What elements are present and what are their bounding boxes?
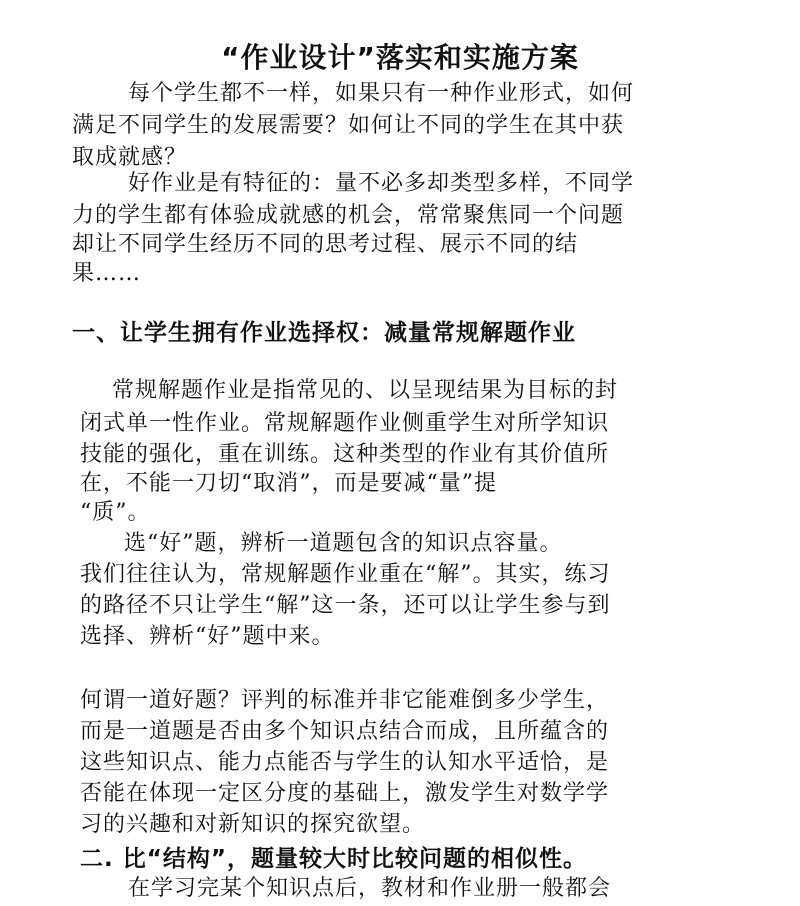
section1-p4-line-5: 习的兴趣和对新知识的探究欲望。: [80, 812, 426, 837]
section2-p1-line-1: 在学习完某个知识点后，教材和作业册一般都会: [128, 876, 612, 901]
section1-p4-line-3: 这些知识点、能力点能否与学生的认知水平适恰，是: [80, 750, 610, 775]
section1-p2: 选“好”题，辨析一道题包含的知识点容量。: [124, 531, 563, 556]
section1-p4-line-4: 否能在体现一定区分度的基础上，激发学生对数学学: [80, 781, 610, 806]
section1-p1-line-3: 技能的强化，重在训练。这种类型的作业有其价值所: [80, 442, 610, 467]
intro-p1-line-1: 每个学生都不一样，如果只有一种作业形式，如何: [128, 81, 635, 106]
section1-heading: 一、让学生拥有作业选择权：减量常规解题作业: [72, 320, 576, 346]
section1-p3-line-3: 选择、辨析“好”题中来。: [80, 624, 335, 649]
section1-p1-line-2: 闭式单一性作业。常规解题作业侧重学生对所学知识: [80, 411, 610, 436]
section1-p1-line-5: “质”。: [80, 500, 151, 525]
section1-p1-line-4: 在，不能一刀切“取消”，而是要减“量”提: [80, 471, 497, 496]
document-title: “作业设计”落实和实施方案: [221, 41, 579, 74]
intro-p2-line-4: 果……: [72, 261, 142, 286]
section2-heading: 二. 比“结构”，题量较大时比较问题的相似性。: [80, 846, 587, 872]
intro-p2-line-3: 却让不同学生经历不同的思考过程、展示不同的结: [72, 232, 579, 257]
intro-p1-line-2: 满足不同学生的发展需要？如何让不同的学生在其中获: [72, 113, 625, 138]
intro-p1-line-3: 取成就感？: [72, 145, 188, 170]
intro-p2-line-2: 力的学生都有体验成就感的机会，常常聚焦同一个问题: [72, 203, 625, 228]
section1-p3-line-1: 我们往往认为，常规解题作业重在“解”。其实，练习: [80, 562, 611, 587]
section1-p4-line-1: 何谓一道好题？评判的标准并非它能难倒多少学生，: [80, 688, 610, 713]
section1-p1-line-1: 常规解题作业是指常见的、以呈现结果为目标的封: [112, 378, 619, 403]
section1-p4-line-2: 而是一道题是否由多个知识点结合而成，且所蕴含的: [80, 719, 610, 744]
section1-p3-line-2: 的路径不只让学生“解”这一条，还可以让学生参与到: [80, 593, 611, 618]
intro-p2-line-1: 好作业是有特征的：量不必多却类型多样，不同学: [128, 171, 635, 196]
